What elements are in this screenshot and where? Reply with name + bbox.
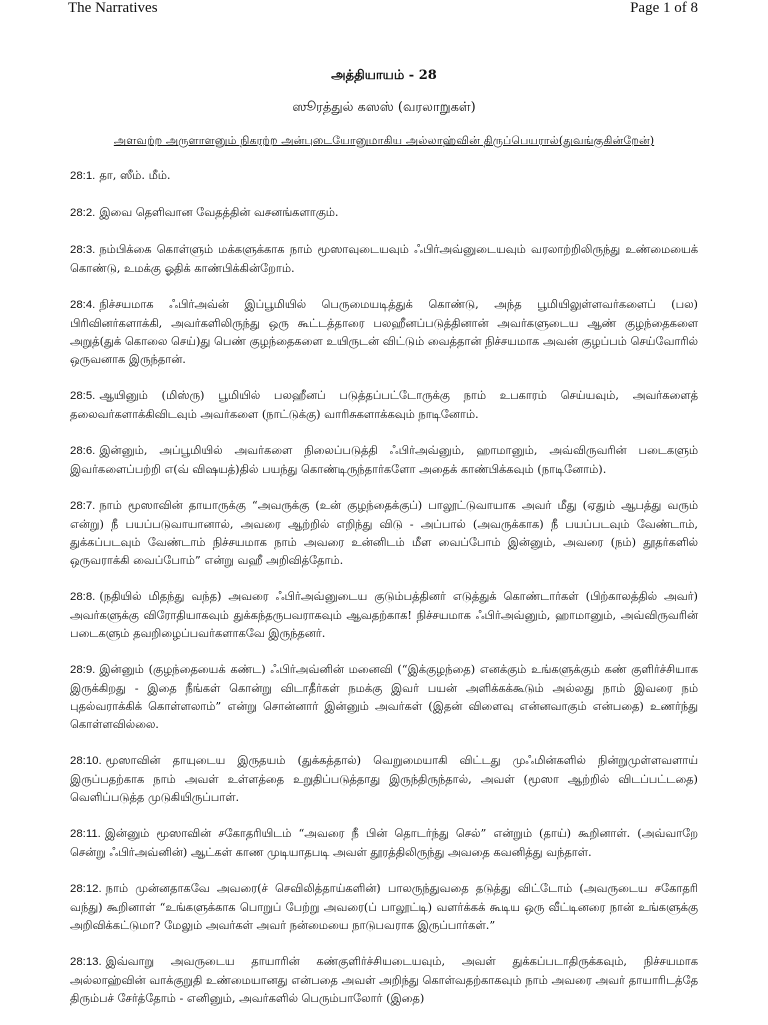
verse [70,240,698,277]
verse-text: இன்னும் (குழந்தையைக் கண்ட) ஃபிர்அவ்னின் மனைவி (“இக்குழந்தை) எனக்கும் உங்களுக்கும் கண் குளிர்ச்சியாக இருக்கிறது - இதை நீங்கள் கொன்று விடாதீர்கள் நமக்கு இவர் பயன் அளிக்கக்கூடும் அல்லது நாம் இவரை நம் புதல்வராக்கிக் கொள்ளலாம்” என்று சொன்னார் இன்னும் அவர்கள் (இதன் விளைவு என்னவாகும் என்பதை) உணர்ந்து கொள்ளவில்லை. [70,662,698,731]
verse-text: இவ்வாறு அவருடைய தாயாரின் கண்குளிர்ச்சியடையவும், அவள் துக்கப்படாதிருக்கவும், நிச்சயமாக அல்லாஹ்வின் வாக்குறுதி உண்மையானது என்பதை அவள் அறிந்து கொள்வதற்காகவும் நாம் அவரை அவர் தாயாரிடத்தே திரும்பச் சேர்த்தோம் - எனினும், அவர்களில் பெரும்பாலோர் (இதை) [70,954,698,1005]
verse-number: 28:12. [70,883,102,895]
verse-number: 28:9. [70,664,96,676]
verse-text: நிச்சயமாக ஃபிர்அவ்ன் இப்பூமியில் பெருமையடித்துக் கொண்டு, அந்த பூமியிலுள்ளவர்களைப் (பல) பிரிவினர்களாக்கி, அவர்களிலிருந்து ஒரு கூட்டத்தாரை பலஹீனப்படுத்தினான் அவர்களுடைய ஆண் குழந்தைகளை அறுத்(துக் கொலை செய்)து பெண் குழந்தைகளை உயிருடன் விட்டும் வைத்தான் நிச்சயமாக அவன் குழப்பம் செய்வோரில் ஒருவனாக இருந்தான். [70,297,698,366]
verse [70,952,698,1007]
verse [70,166,698,185]
bismillah-line: அளவற்ற அருளாளனும் நிகரற்ற அன்புடையோனுமாகிய அல்லாஹ்வின் திருப்பெயரால்(துவங்குகின்றேன்) [113,134,655,147]
chapter-heading: அத்தியாயம் - 28 [331,68,437,83]
verse-text: ஆயினும் (மிஸ்ரு) பூமியில் பலஹீனப் படுத்தப்பட்டோருக்கு நாம் உபகாரம் செய்யவும், அவர்களைத் தலைவர்களாக்கிவிடவும் அவர்களை (நாட்டுக்கு) வாரிசுகளாக்கவும் நாடினோம். [70,388,698,421]
verse-text: நம்பிக்கை கொள்ளும் மக்களுக்காக நாம் மூஸாவுடையவும் ஃபிர்அவ்னுடையவும் வரலாற்றிலிருந்து உண்மையைக் கொண்டு, உமக்கு ஓதிக் காண்பிக்கின்றோம். [70,242,698,275]
verse-text: தா, ஸீம். மீம். [99,168,171,182]
document-title: The Narratives [68,0,158,16]
verse-text: நாம் மூஸாவின் தாயாருக்கு “அவருக்கு (உன் குழந்தைக்குப்) பாலூட்டுவாயாக அவர் மீது (ஏதும் ஆபத்து வரும் என்று) நீ பயப்படுவாயானால், அவரை ஆற்றில் எறிந்து விடு - அப்பால் (அவருக்காக) நீ பயப்படவும் வேண்டாம், துக்கப்படவும் வேண்டாம் நிச்சயமாக நாம் அவரை உன்னிடம் மீள வைப்போம் இன்னும், அவரை (நம்) தூதர்களில் ஒருவராக்கி வைப்போம்” என்று வஹீ அறிவித்தோம். [70,498,698,567]
verse-text: இவை தெளிவான வேதத்தின் வசனங்களாகும். [99,205,339,219]
surah-title: ஸூரத்துல் கஸஸ் (வரலாறுகள்) [292,100,476,115]
verse-text: (நதியில் மிதந்து வந்த) அவரை ஃபிர்அவ்னுடைய குடும்பத்தினர் எடுத்துக் கொண்டார்கள் (பிற்காலத்தில் அவர்) அவர்களுக்கு விரோதியாகவும் துக்கந்தருபவராகவும் ஆவதற்காக! நிச்சயமாக ஃபிர்அவ்னும், ஹாமானும், அவ்விருவரின் படைகளும் தவறிழைப்பவர்களாகவே இருந்தனர். [70,589,698,640]
verse [70,295,698,368]
verse-text: இன்னும் மூஸாவின் சகோதரியிடம் “அவரை நீ பின் தொடர்ந்து செல்” என்றும் (தாய்) கூறினாள். (அவ்வாறே சென்று ஃபிர்அவ்னின்) ஆட்கள் காண முடியாதபடி அவள் தூரத்திலிருந்து அவதை கவனித்து வந்தாள். [70,826,698,859]
verse [70,660,698,733]
verse-number: 28:13. [70,956,102,968]
verse [70,441,698,478]
verse [70,386,698,423]
verse-number: 28:6. [70,445,96,457]
page-number: Page 1 of 8 [630,0,698,16]
verse-number: 28:11. [70,828,101,840]
verse-number: 28:8. [70,591,96,603]
verse [70,203,698,222]
verse-text: மூஸாவின் தாயுடைய இருதயம் (துக்கத்தால்) வெறுமையாகி விட்டது முஃமின்களில் நின்றுமுள்ளவளாய் இருப்பதற்காக நாம் அவள் உள்ளத்தை உறுதிப்படுத்தாது இருந்திருந்தால், அவள் (மூஸா ஆற்றில் விடப்பட்டதை) வெளிப்படுத்த முடுகியிருப்பாள். [70,753,698,804]
verse [70,587,698,642]
verse-number: 28:1. [70,170,96,182]
verse-text: இன்னும், அப்பூமியில் அவர்களை நிலைப்படுத்தி ஃபிர்அவ்னும், ஹாமானும், அவ்விருவரின் படைகளும் இவர்களைப்பற்றி எ(வ் விஷயத்)தில் பயந்து கொண்டிருந்தார்களோ அதைக் காண்பிக்கவும் (நாடினோம்). [70,443,698,476]
verse-number: 28:10. [70,755,102,767]
verse-number: 28:4. [70,299,96,311]
verse [70,879,698,934]
verse-list [70,166,698,1025]
verse-number: 28:5. [70,390,96,402]
verse [70,824,698,861]
verse-number: 28:7. [70,500,96,512]
verse-text: நாம் முன்னதாகவே அவரை(ச் செவிலித்தாய்களின்) பாலருந்துவதை தடுத்து விட்டோம் (அவருடைய சகோதரி வந்து) கூறினாள் “உங்களுக்காக பொறுப் பேற்று அவரை(ப் பாலூட்டி) வளர்க்கக் கூடிய ஒரு வீட்டினரை நான் உங்களுக்கு அறிவிக்கட்டுமா? மேலும் அவர்கள் அவர் நன்மையை நாடுபவராக இருப்பார்கள்.” [70,881,698,932]
verse-number: 28:2. [70,207,96,219]
verse [70,751,698,806]
verse-number: 28:3. [70,244,96,256]
verse [70,496,698,569]
